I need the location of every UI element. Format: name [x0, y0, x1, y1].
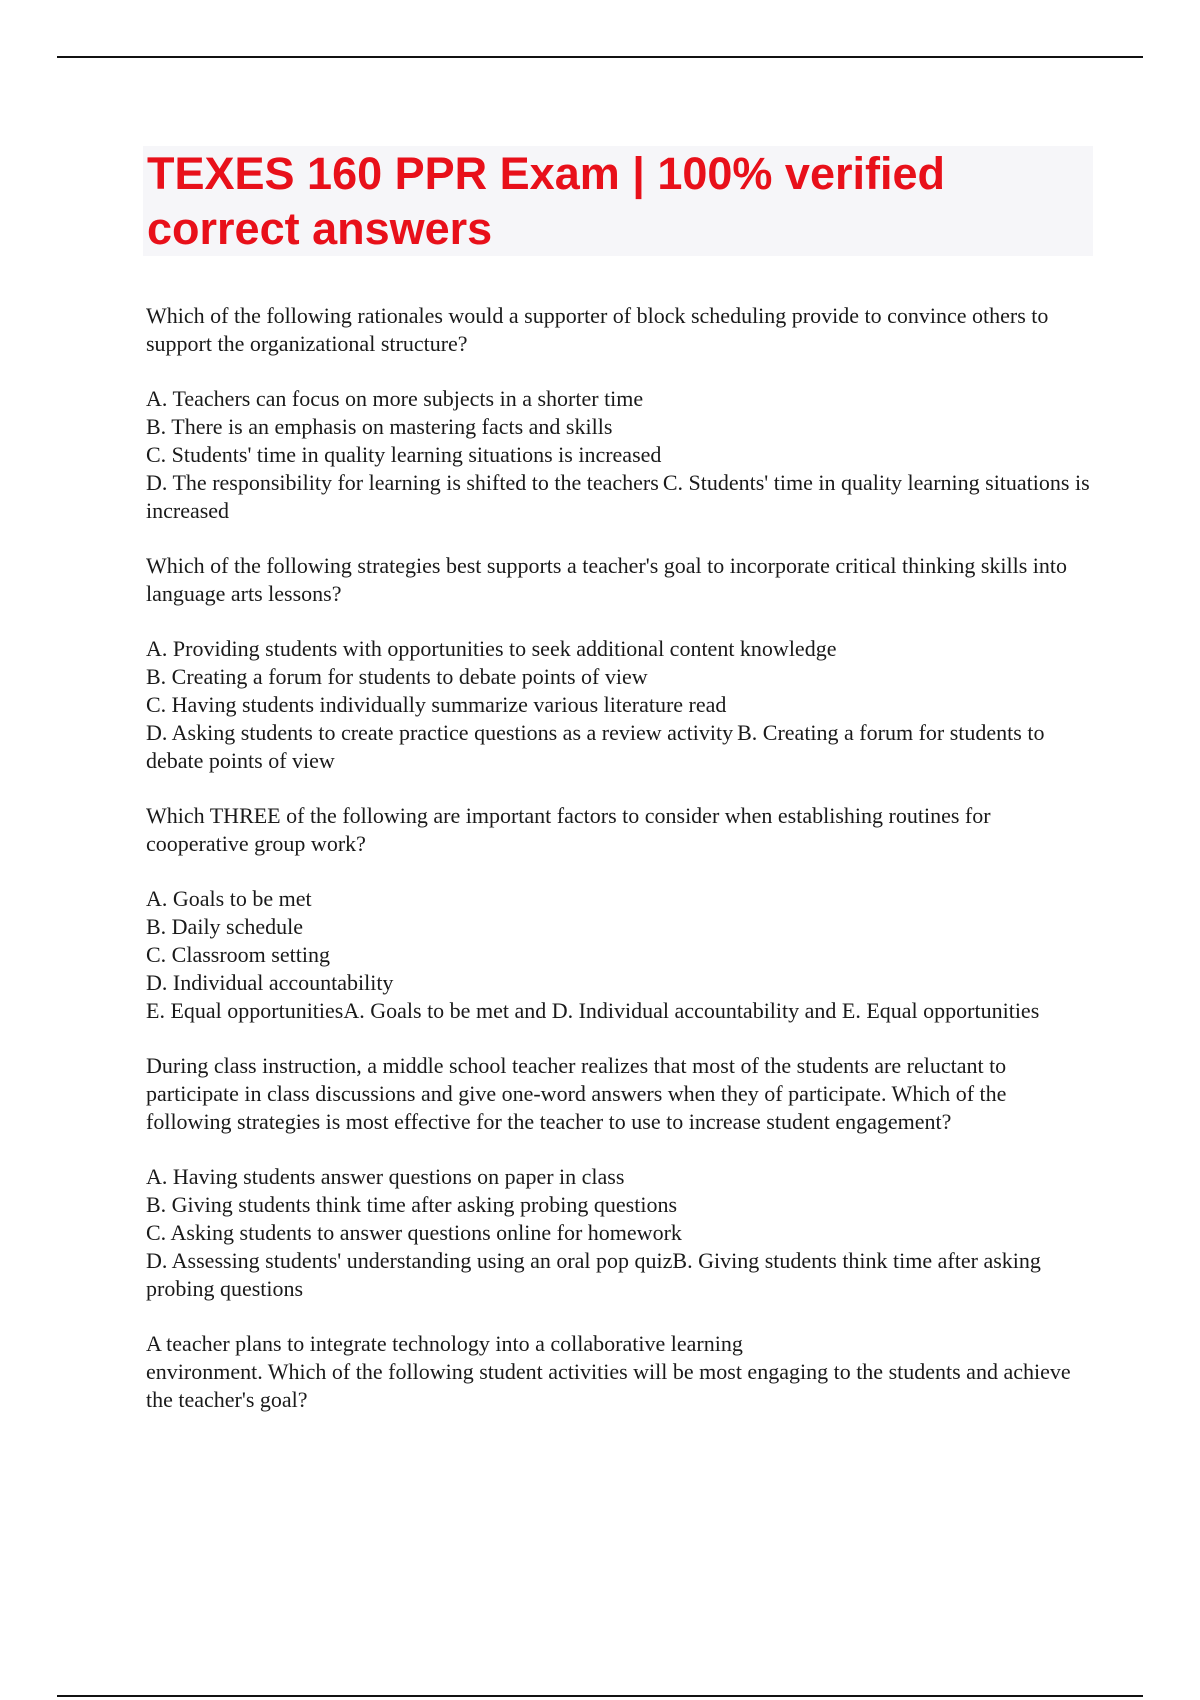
options-list — [146, 635, 1091, 775]
answer-text: B. Creating a forum for students to debate points of view — [146, 720, 1045, 773]
option: D. The responsibility for learning is shifted to the teachers — [146, 470, 659, 495]
option: E. Equal opportunities — [146, 998, 344, 1023]
question-prompt: Which THREE of the following are important factors to consider when establishing routines for cooperative group work? — [146, 803, 991, 856]
options-list — [146, 885, 1091, 1025]
option: C. Classroom setting — [146, 942, 330, 967]
option: C. Students' time in quality learning situations is increased — [146, 442, 662, 467]
option: B. Creating a forum for students to debate points of view — [146, 664, 648, 689]
question-prompt: During class instruction, a middle school teacher realizes that most of the students are reluctant to participate in class discussions and give one-word answers when they of participate. Which of the following strategies is most effective for the teacher to use to increase student engagement? — [146, 1053, 1007, 1134]
options-list — [146, 1163, 1091, 1303]
question-line: environment. Which of the following student activities will be most engaging to the students and achieve the teacher's goal? — [146, 1359, 1071, 1412]
answer-text: B. Giving students think time after asking probing questions — [146, 1248, 1041, 1301]
question-prompt — [146, 1330, 1091, 1414]
option: D. Assessing students' understanding using an oral pop quiz — [146, 1248, 673, 1273]
answer-text: A. Goals to be met and D. Individual accountability and E. Equal opportunities — [343, 998, 1040, 1023]
bottom-rule — [57, 1695, 1143, 1697]
option: A. Having students answer questions on paper in class — [146, 1164, 625, 1189]
document-title: TEXES 160 PPR Exam | 100% verified correct answers — [147, 148, 946, 254]
title-banner — [143, 146, 1093, 256]
option: A. Goals to be met — [146, 886, 312, 911]
option: C. Having students individually summarize various literature read — [146, 692, 727, 717]
question-line: A teacher plans to integrate technology into a collaborative learning — [146, 1331, 743, 1356]
answer-text: C. Students' time in quality learning situations is increased — [146, 470, 1090, 523]
top-rule — [57, 56, 1143, 58]
question-block — [146, 802, 1091, 1025]
option: D. Individual accountability — [146, 970, 394, 995]
option: A. Teachers can focus on more subjects in a shorter time — [146, 386, 644, 411]
options-list — [146, 385, 1091, 525]
option: D. Asking students to create practice questions as a review activity — [146, 720, 734, 745]
question-block — [146, 302, 1091, 525]
question-block — [146, 552, 1091, 775]
question-prompt: Which of the following strategies best supports a teacher's goal to incorporate critical thinking skills into language arts lessons? — [146, 553, 1068, 606]
option: B. There is an emphasis on mastering facts and skills — [146, 414, 613, 439]
question-block — [146, 1052, 1091, 1303]
question-block — [146, 1330, 1091, 1414]
question-prompt: Which of the following rationales would a supporter of block scheduling provide to convince others to support the organizational structure? — [146, 303, 1049, 356]
option: C. Asking students to answer questions online for homework — [146, 1220, 682, 1245]
questions-body — [146, 302, 1091, 1441]
option: B. Giving students think time after asking probing questions — [146, 1192, 678, 1217]
option: A. Providing students with opportunities to seek additional content knowledge — [146, 636, 837, 661]
option: B. Daily schedule — [146, 914, 304, 939]
